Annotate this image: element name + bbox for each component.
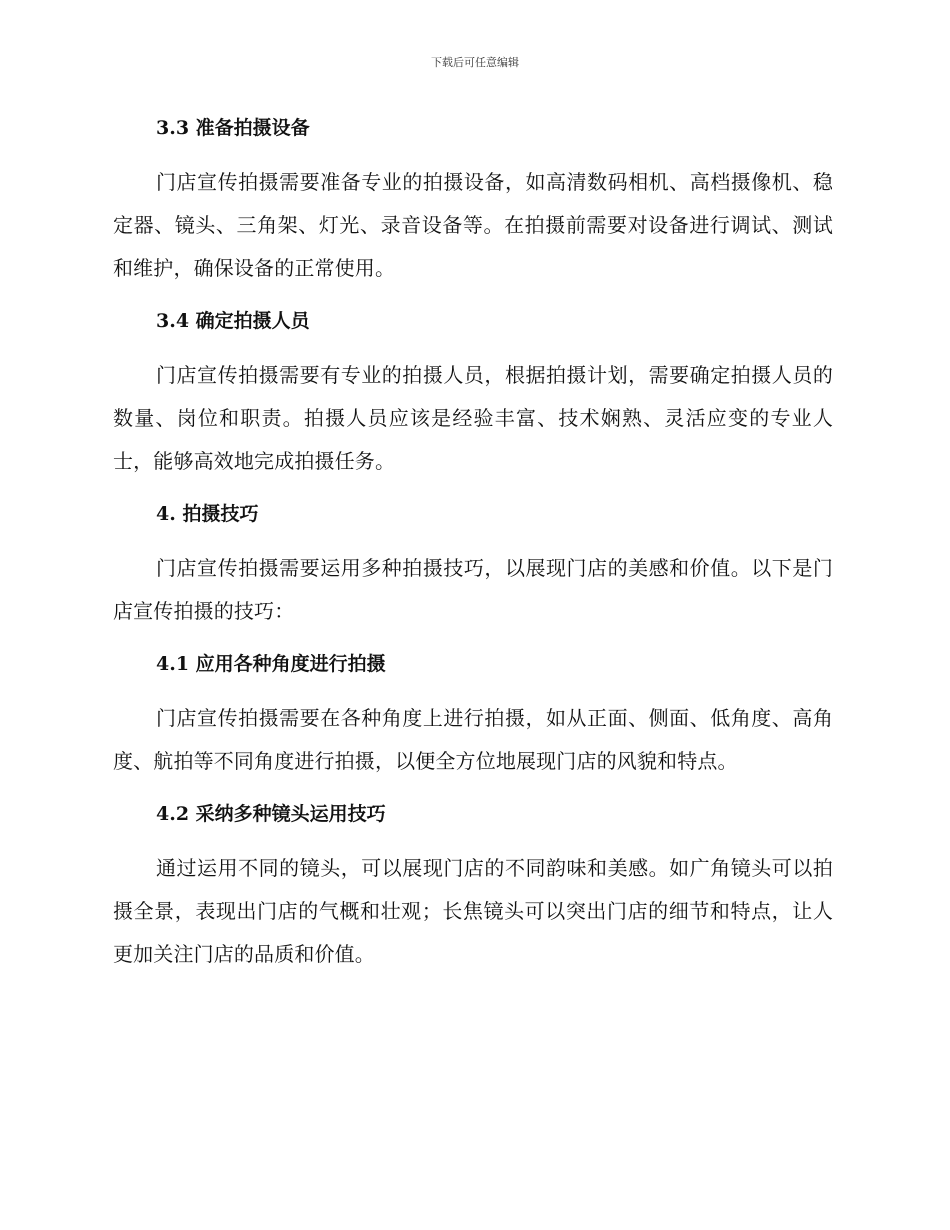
paragraph-line: 门店宣传拍摄需要运用多种拍摄技巧，以展现门店的美感和价值。以下 (156, 556, 793, 580)
paragraph-line: 机、稳定器、镜头、三角架、灯光、录音设备等。在拍摄前需要对设备进行 (113, 170, 833, 237)
section-paragraph (113, 161, 833, 290)
section-heading: 3.4 确定拍摄人员 (156, 310, 310, 332)
page-header-note: 下载后可任意编辑 (431, 56, 519, 69)
paragraph-line: 专业人士，能够高效地完成拍摄任务。 (113, 406, 834, 473)
paragraph-line: 点，让人更加关注门店的品质和价值。 (113, 899, 833, 966)
section-heading: 4.2 采纳多种镜头运用技巧 (156, 803, 386, 825)
section-heading: 3.3 准备拍摄设备 (156, 117, 310, 139)
section-paragraph (113, 547, 833, 633)
paragraph-line: 门店宣传拍摄需要在各种角度上进行拍摄，如从正面、侧面、低角度、 (156, 706, 793, 730)
paragraph-line: 高角度、航拍等不同角度进行拍摄，以便全方位地展现门店的风貌和特点。 (113, 706, 833, 773)
paragraph-line: 门店宣传拍摄需要有专业的拍摄人员，根据拍摄计划，需要确定拍摄人 (156, 363, 793, 387)
paragraph-line: 调试、测试和维护，确保设备的正常使用。 (113, 213, 834, 280)
paragraph-line: 通过运用不同的镜头，可以展现门店的不同韵味和美感。如广角镜头可 (156, 856, 793, 880)
paragraph-line: 门店宣传拍摄需要准备专业的拍摄设备，如高清数码相机、高档摄像 (156, 170, 772, 194)
paragraph-line: 是门店宣传拍摄的技巧： (113, 556, 833, 623)
section-paragraph (113, 354, 833, 483)
paragraph-line: 员的数量、岗位和职责。拍摄人员应该是经验丰富、技术娴熟、灵活应变的 (113, 363, 833, 430)
paragraph-line: 以拍摄全景，表现出门店的气概和壮观；长焦镜头可以突出门店的细节和特 (113, 856, 833, 923)
document-body (113, 108, 833, 976)
section-paragraph (113, 847, 833, 976)
section-heading: 4. 拍摄技巧 (156, 503, 259, 525)
section-paragraph (113, 697, 833, 783)
section-heading: 4.1 应用各种角度进行拍摄 (156, 653, 386, 675)
